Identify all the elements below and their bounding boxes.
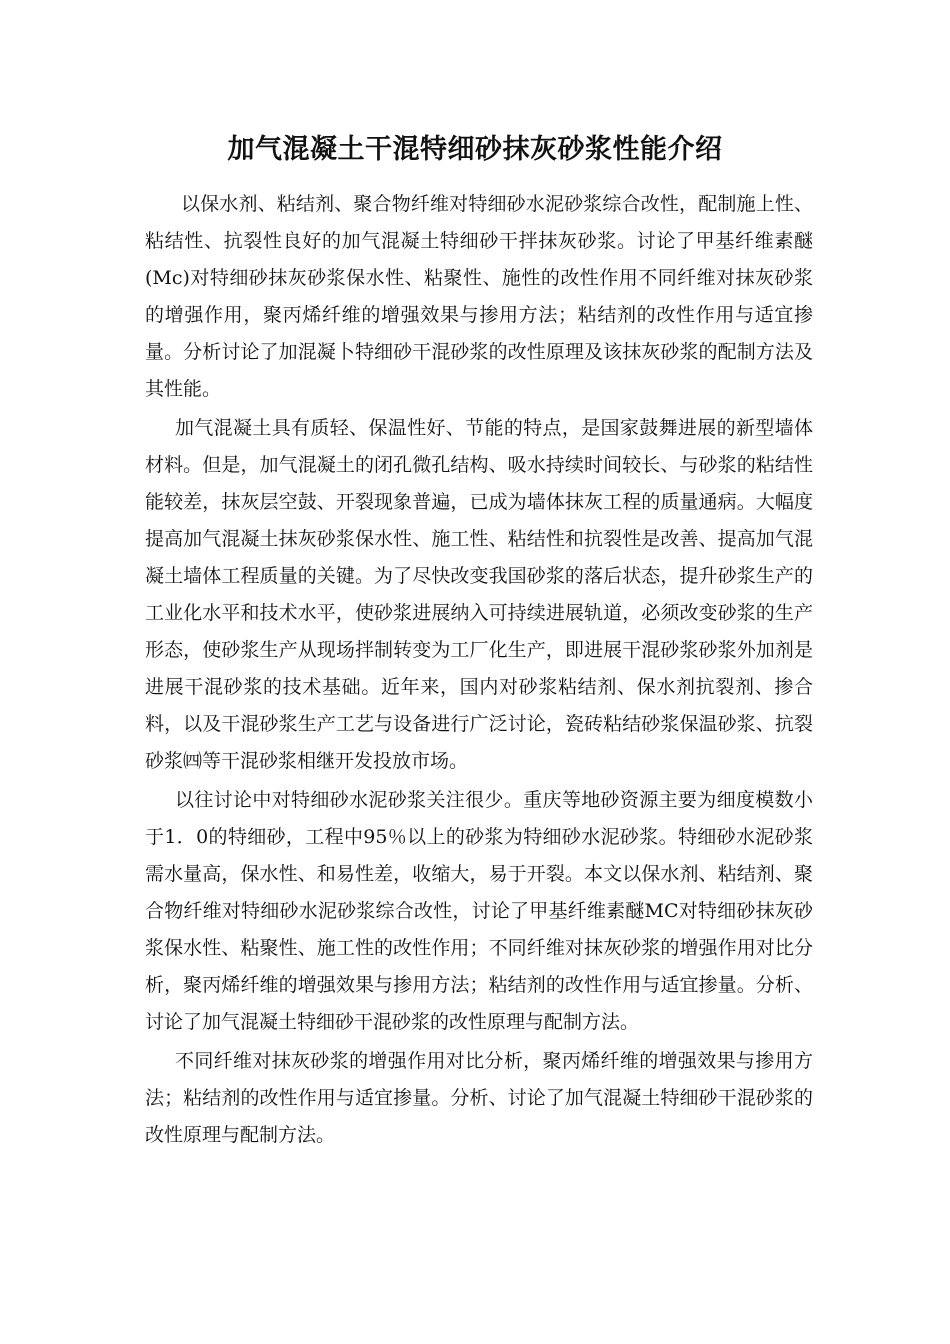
- paragraph-abstract: 以保水剂、粘结剂、聚合物纤维对特细砂水泥砂浆综合改性，配制施上性、粘结性、抗裂性良好的加气混凝土特细砂干拌抹灰砂浆。讨论了甲基纤维素醚(Mc)对特细砂抹灰砂浆保水性、粘聚性、施性的改性作用不同纤维对抹灰砂浆的增强作用，聚丙烯纤维的增强效果与掺用方法；粘结剂的改性作用与适宜掺量。分析讨论了加混凝卜特细砂干混砂浆的改性原理及该抹灰砂浆的配制方法及其性能。: [145, 193, 813, 400]
- paragraph-summary: 不同纤维对抹灰砂浆的增强作用对比分析，聚丙烯纤维的增强效果与掺用方法；粘结剂的改性作用与适宜掺量。分析、讨论了加气混凝土特细砂干混砂浆的改性原理与配制方法。: [145, 1050, 813, 1146]
- document-title: 加气混凝土干混特细砂抹灰砂浆性能介绍: [227, 134, 723, 165]
- paragraph-background: 加气混凝土具有质轻、保温性好、节能的特点，是国家鼓舞进展的新型墙体材料。但是，加气混凝土的闭孔微孔结构、吸水持续时间较长、与砂浆的粘结性能较差，抹灰层空鼓、开裂现象普遍，已成为墙体抹灰工程的质量通病。大幅度提高加气混凝土抹灰砂浆保水性、施工性、粘结性和抗裂性是改善、提高加气混凝土墙体工程质量的关键。为了尽快改变我国砂浆的落后状态，提升砂浆生产的工业化水平和技术水平，使砂浆进展纳入可持续进展轨道，必须改变砂浆的生产形态，使砂浆生产从现场拌制转变为工厂化生产，即进展干混砂浆砂浆外加剂是进展干混砂浆的技术基础。近年来，国内对砂浆粘结剂、保水剂抗裂剂、掺合料，以及干混砂浆生产工艺与设备进行广泛讨论，瓷砖粘结砂浆保温砂浆、抗裂砂浆㈣等干混砂浆相继开发投放市场。: [145, 417, 813, 772]
- document-body: [145, 186, 813, 1156]
- paragraph-research-scope: 以往讨论中对特细砂水泥砂浆关注很少。重庆等地砂资源主要为细度模数小于1．0的特细砂，工程中95％以上的砂浆为特细砂水泥砂浆。特细砂水泥砂浆需水量高，保水性、和易性差，收缩大，易于开裂。本文以保水剂、粘结剂、聚合物纤维对特细砂水泥砂浆综合改性，讨论了甲基纤维素醚MC对特细砂抹灰砂浆保水性、粘聚性、施工性的改性作用；不同纤维对抹灰砂浆的增强作用对比分析，聚丙烯纤维的增强效果与掺用方法；粘结剂的改性作用与适宜掺量。分析、讨论了加气混凝土特细砂干混砂浆的改性原理与配制方法。: [145, 789, 813, 1033]
